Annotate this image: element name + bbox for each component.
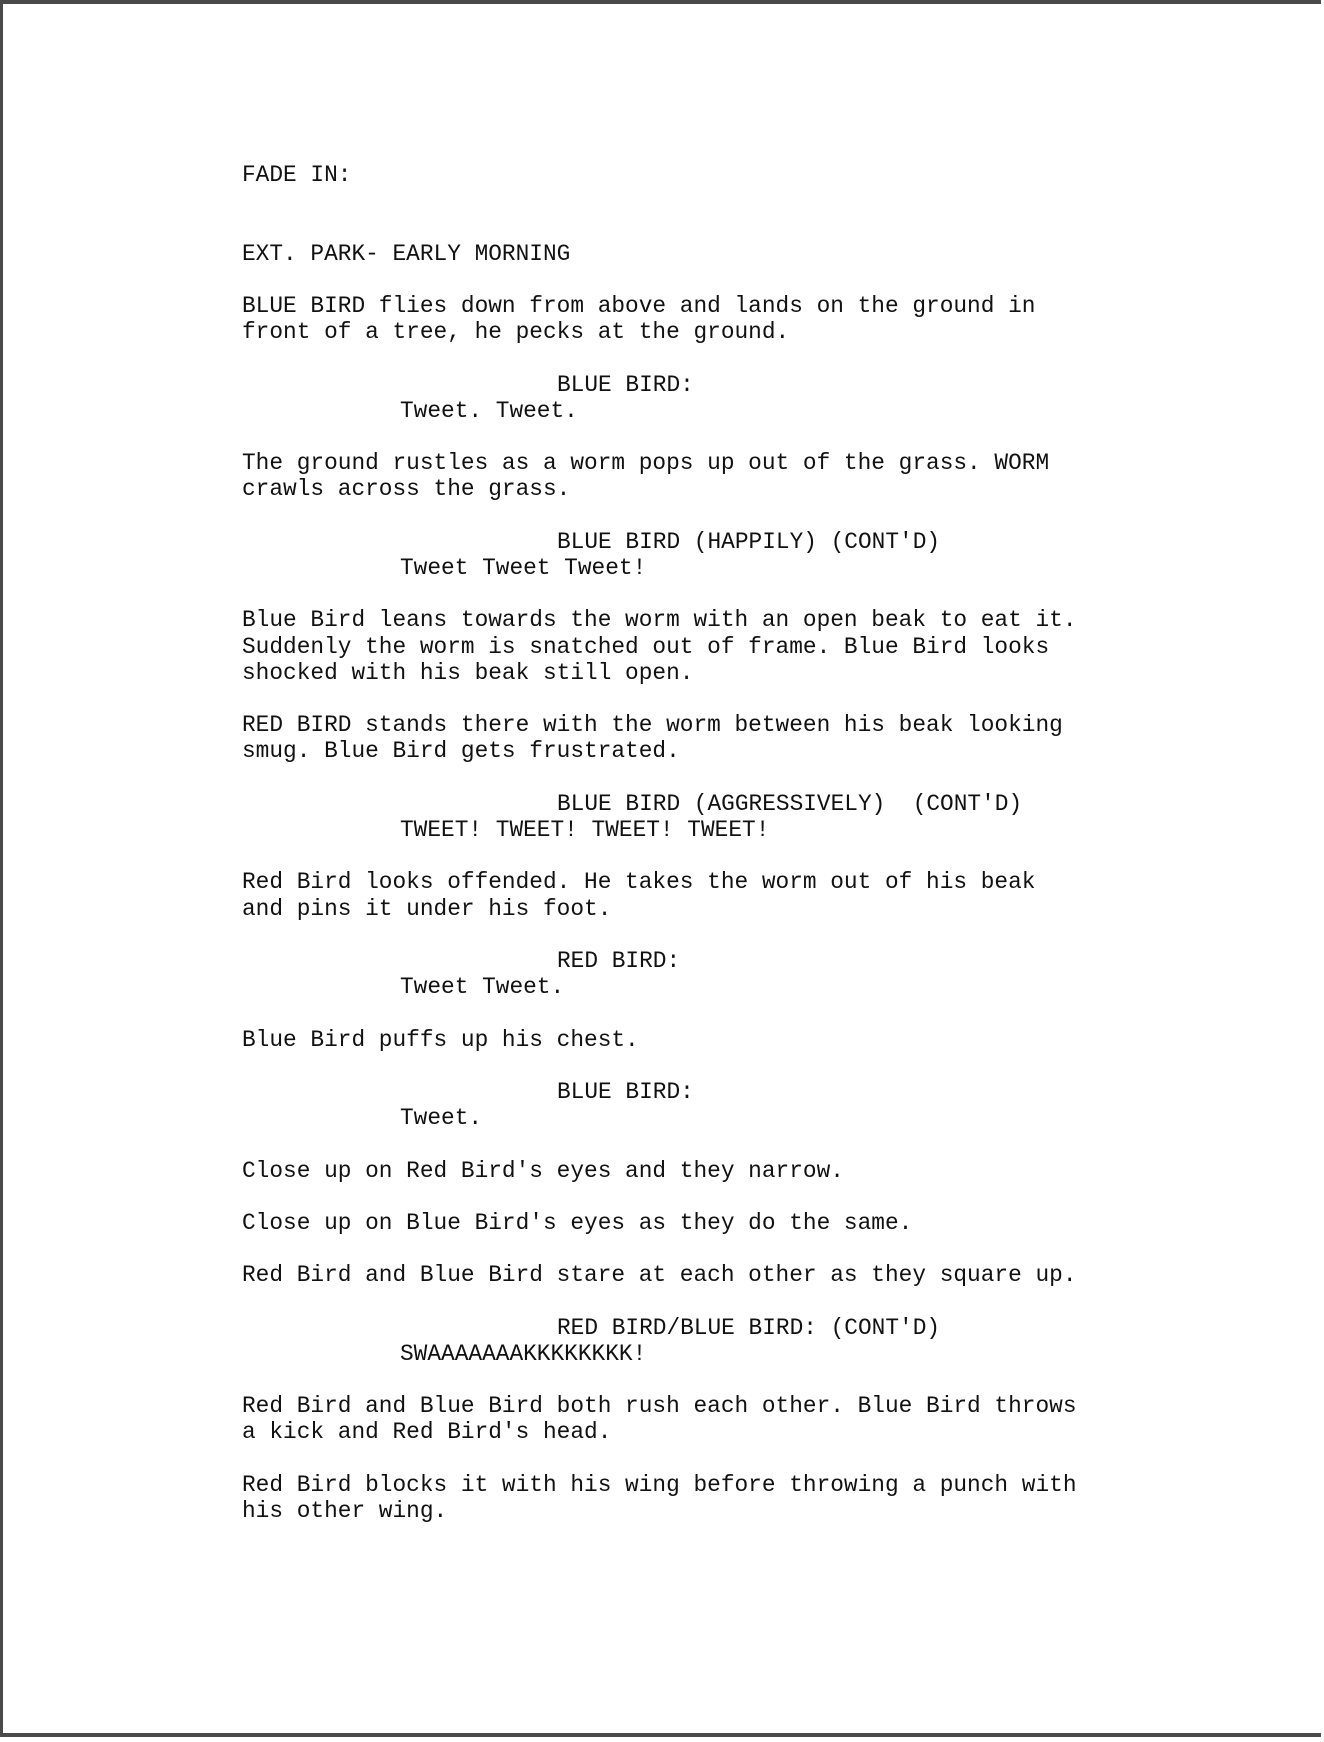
character-cue: BLUE BIRD (AGGRESSIVELY) (CONT'D) bbox=[557, 790, 1023, 817]
screenplay-body bbox=[242, 162, 1242, 1550]
action-line: Red Bird and Blue Bird stare at each other as they square up. bbox=[242, 1262, 1077, 1289]
character-cue: BLUE BIRD: bbox=[557, 371, 694, 398]
action-paragraph bbox=[242, 869, 1242, 921]
action-paragraph bbox=[242, 1393, 1242, 1445]
action-line: Blue Bird puffs up his chest. bbox=[242, 1026, 639, 1053]
action-line: his other wing. bbox=[242, 1498, 448, 1525]
action-line: front of a tree, he pecks at the ground. bbox=[242, 319, 790, 346]
action-line: Blue Bird leans towards the worm with an open beak to eat it. bbox=[242, 607, 1077, 634]
dialogue-line: Tweet Tweet Tweet! bbox=[400, 554, 647, 581]
action-line: Close up on Blue Bird's eyes as they do the same. bbox=[242, 1209, 913, 1236]
dialogue-line: Tweet Tweet. bbox=[400, 974, 565, 1001]
action-line: and pins it under his foot. bbox=[242, 895, 612, 922]
action-line: The ground rustles as a worm pops up out of the grass. WORM bbox=[242, 450, 1050, 477]
character-cue: RED BIRD: bbox=[557, 947, 681, 974]
character-cue: RED BIRD/BLUE BIRD: (CONT'D) bbox=[557, 1314, 941, 1341]
action-line: RED BIRD stands there with the worm between his beak looking bbox=[242, 712, 1063, 739]
character-cue: BLUE BIRD (HAPPILY) (CONT'D) bbox=[557, 528, 941, 555]
dialogue-line: Tweet. bbox=[400, 1105, 483, 1132]
dialogue-line: Tweet. Tweet. bbox=[400, 397, 578, 424]
transition: FADE IN: bbox=[242, 162, 352, 188]
action-paragraph bbox=[242, 1262, 1242, 1288]
dialogue-line: TWEET! TWEET! TWEET! TWEET! bbox=[400, 816, 770, 843]
action-paragraph bbox=[242, 607, 1242, 686]
action-paragraph bbox=[242, 1158, 1242, 1184]
action-line: crawls across the grass. bbox=[242, 476, 571, 503]
action-paragraph bbox=[242, 1472, 1242, 1524]
action-line: smug. Blue Bird gets frustrated. bbox=[242, 738, 680, 765]
action-line: BLUE BIRD flies down from above and lands on the ground in bbox=[242, 292, 1036, 319]
character-cue: BLUE BIRD: bbox=[557, 1078, 694, 1105]
action-line: Close up on Red Bird's eyes and they narrow. bbox=[242, 1157, 844, 1184]
action-paragraph bbox=[242, 712, 1242, 764]
action-line: Red Bird and Blue Bird both rush each other. Blue Bird throws bbox=[242, 1393, 1077, 1420]
action-paragraph bbox=[242, 293, 1242, 345]
action-line: shocked with his beak still open. bbox=[242, 659, 694, 686]
action-line: Red Bird looks offended. He takes the worm out of his beak bbox=[242, 869, 1036, 896]
action-line: a kick and Red Bird's head. bbox=[242, 1419, 612, 1446]
scene-heading: EXT. PARK- EARLY MORNING bbox=[242, 240, 571, 267]
action-paragraph bbox=[242, 450, 1242, 502]
dialogue-line: SWAAAAAAAKKKKKKKK! bbox=[400, 1340, 647, 1367]
action-line: Red Bird blocks it with his wing before throwing a punch with bbox=[242, 1471, 1077, 1498]
script-blocks bbox=[242, 293, 1242, 1524]
action-paragraph bbox=[242, 1027, 1242, 1053]
action-paragraph bbox=[242, 1210, 1242, 1236]
action-line: Suddenly the worm is snatched out of frame. Blue Bird looks bbox=[242, 633, 1050, 660]
